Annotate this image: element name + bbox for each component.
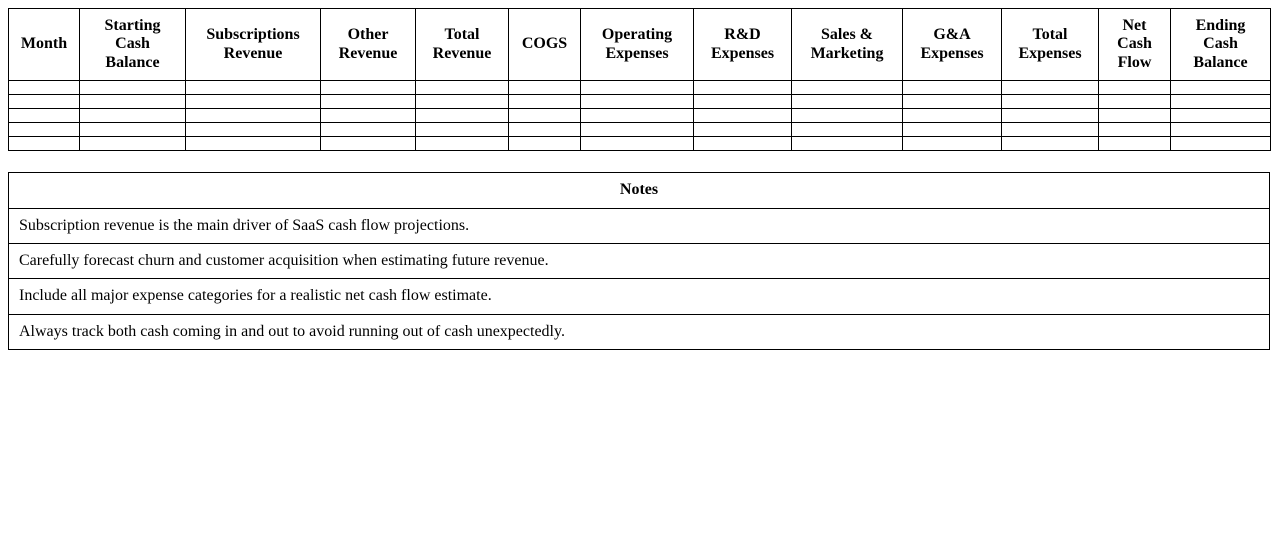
column-header-ending-cash-balance: Ending Cash Balance bbox=[1171, 9, 1271, 81]
empty-row bbox=[9, 123, 1271, 137]
empty-cell bbox=[792, 123, 903, 137]
column-header-rd-expenses: R&D Expenses bbox=[694, 9, 792, 81]
empty-cell bbox=[416, 81, 509, 95]
column-header-operating-expenses: Operating Expenses bbox=[581, 9, 694, 81]
empty-cell bbox=[694, 95, 792, 109]
empty-cell bbox=[186, 123, 321, 137]
column-header-sales-marketing: Sales & Marketing bbox=[792, 9, 903, 81]
empty-cell bbox=[186, 109, 321, 123]
note-row bbox=[9, 314, 1270, 349]
empty-row bbox=[9, 137, 1271, 151]
empty-cell bbox=[694, 81, 792, 95]
column-header-starting-cash-balance: Starting Cash Balance bbox=[80, 9, 186, 81]
empty-cell bbox=[509, 109, 581, 123]
empty-cell bbox=[509, 81, 581, 95]
empty-cell bbox=[9, 95, 80, 109]
empty-cell bbox=[792, 109, 903, 123]
empty-cell bbox=[903, 137, 1002, 151]
note-row bbox=[9, 208, 1270, 243]
empty-cell bbox=[694, 109, 792, 123]
empty-cell bbox=[1171, 109, 1271, 123]
empty-cell bbox=[792, 137, 903, 151]
empty-row bbox=[9, 95, 1271, 109]
empty-cell bbox=[509, 123, 581, 137]
empty-cell bbox=[1171, 81, 1271, 95]
column-header-cogs: COGS bbox=[509, 9, 581, 81]
empty-row bbox=[9, 109, 1271, 123]
notes-header: Notes bbox=[9, 173, 1270, 208]
empty-cell bbox=[416, 123, 509, 137]
empty-cell bbox=[80, 137, 186, 151]
note-row bbox=[9, 279, 1270, 314]
empty-cell bbox=[1099, 109, 1171, 123]
note-cell: Subscription revenue is the main driver of SaaS cash flow projections. bbox=[9, 208, 1270, 243]
empty-cell bbox=[186, 95, 321, 109]
empty-cell bbox=[903, 123, 1002, 137]
empty-cell bbox=[1171, 123, 1271, 137]
empty-cell bbox=[581, 123, 694, 137]
empty-cell bbox=[1099, 137, 1171, 151]
empty-row bbox=[9, 81, 1271, 95]
empty-cell bbox=[1002, 109, 1099, 123]
empty-cell bbox=[80, 123, 186, 137]
empty-cell bbox=[321, 95, 416, 109]
note-cell: Always track both cash coming in and out to avoid running out of cash unexpectedly. bbox=[9, 314, 1270, 349]
empty-cell bbox=[1171, 137, 1271, 151]
note-cell: Include all major expense categories for a realistic net cash flow estimate. bbox=[9, 279, 1270, 314]
note-row bbox=[9, 243, 1270, 278]
column-header-total-expenses: Total Expenses bbox=[1002, 9, 1099, 81]
notes-table bbox=[8, 172, 1270, 350]
header-row bbox=[9, 9, 1271, 81]
empty-cell bbox=[80, 95, 186, 109]
empty-cell bbox=[80, 81, 186, 95]
column-header-net-cash-flow: Net Cash Flow bbox=[1099, 9, 1171, 81]
notes-header-row bbox=[9, 173, 1270, 208]
empty-cell bbox=[1099, 95, 1171, 109]
empty-cell bbox=[416, 137, 509, 151]
cash-flow-table bbox=[8, 8, 1271, 151]
empty-cell bbox=[416, 109, 509, 123]
empty-cell bbox=[1099, 123, 1171, 137]
empty-cell bbox=[903, 81, 1002, 95]
empty-cell bbox=[581, 81, 694, 95]
empty-cell bbox=[80, 109, 186, 123]
column-header-other-revenue: Other Revenue bbox=[321, 9, 416, 81]
column-header-total-revenue: Total Revenue bbox=[416, 9, 509, 81]
empty-cell bbox=[903, 95, 1002, 109]
empty-cell bbox=[1002, 137, 1099, 151]
empty-cell bbox=[694, 123, 792, 137]
note-cell: Carefully forecast churn and customer acquisition when estimating future revenue. bbox=[9, 243, 1270, 278]
empty-cell bbox=[694, 137, 792, 151]
empty-cell bbox=[1002, 123, 1099, 137]
empty-cell bbox=[581, 109, 694, 123]
empty-cell bbox=[321, 137, 416, 151]
empty-cell bbox=[321, 123, 416, 137]
empty-cell bbox=[509, 137, 581, 151]
empty-cell bbox=[792, 95, 903, 109]
empty-cell bbox=[9, 123, 80, 137]
empty-cell bbox=[792, 81, 903, 95]
empty-cell bbox=[1002, 81, 1099, 95]
empty-cell bbox=[9, 137, 80, 151]
empty-cell bbox=[509, 95, 581, 109]
empty-cell bbox=[186, 137, 321, 151]
empty-cell bbox=[416, 95, 509, 109]
empty-cell bbox=[186, 81, 321, 95]
column-header-month: Month bbox=[9, 9, 80, 81]
column-header-subscriptions-revenue: Subscriptions Revenue bbox=[186, 9, 321, 81]
empty-cell bbox=[9, 109, 80, 123]
empty-cell bbox=[581, 137, 694, 151]
empty-cell bbox=[1002, 95, 1099, 109]
empty-cell bbox=[1171, 95, 1271, 109]
empty-cell bbox=[903, 109, 1002, 123]
column-header-ga-expenses: G&A Expenses bbox=[903, 9, 1002, 81]
empty-cell bbox=[321, 109, 416, 123]
empty-cell bbox=[9, 81, 80, 95]
empty-cell bbox=[1099, 81, 1171, 95]
empty-cell bbox=[581, 95, 694, 109]
empty-cell bbox=[321, 81, 416, 95]
